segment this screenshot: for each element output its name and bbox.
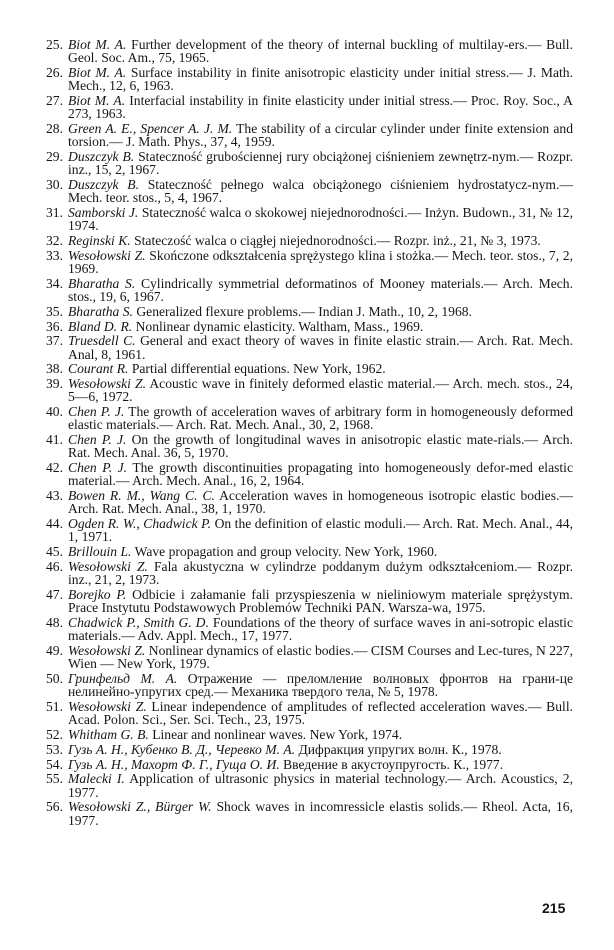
reference-number: 37. [46, 333, 63, 349]
reference-item [35, 249, 573, 275]
reference-number: 48. [46, 614, 63, 630]
reference-text: The stability of a circular cylinder under finite extension and torsion.— J. Math. Phys., 37, 4, 1959. [68, 121, 573, 150]
reference-authors: Borejko P. [68, 586, 127, 602]
reference-authors: Biot M. A. [68, 37, 127, 52]
reference-authors: Wesołowski Z. [68, 376, 146, 392]
reference-item [35, 545, 573, 558]
reference-number: 49. [46, 642, 63, 658]
reference-text: Foundations of the theory of surface waves in ani-sotropic elastic materials.— Adv. Appl. Mech., 17, 1977. [68, 614, 573, 644]
reference-text: Введение в акустоупругость. К., 1977. [279, 756, 504, 772]
reference-authors: Wesołowski Z. [68, 642, 146, 658]
reference-text: Acceleration waves in homogeneous isotropic elastic bodies.— Arch. Rat. Mech. Anal., 38, 1, 1970. [68, 488, 573, 517]
reference-text: Fala akustyczna w cylindrze poddanym dużym odkształceniom.— Rozpr. inz., 21, 2, 1973. [68, 558, 573, 588]
reference-item [35, 234, 573, 247]
reference-item [35, 66, 573, 92]
reference-text: Cylindrically symmetrial deformatinos of Mooney materials.— Arch. Mech. stos., 19, 6, 1967. [68, 275, 574, 304]
reference-authors: Brillouin L. [68, 544, 132, 560]
reference-number: 26. [46, 65, 63, 80]
reference-number: 45. [46, 544, 63, 560]
reference-text: On the definition of elastic moduli.— Arch. Rat. Mech. Anal., 44, 1, 1971. [68, 516, 573, 545]
reference-item [35, 377, 573, 403]
reference-authors: Bharatha S. [68, 303, 133, 319]
reference-number: 29. [46, 149, 63, 164]
reference-text: On the growth of longitudinal waves in anisotropic elastic mate-rials.— Arch. Rat. Mech. Anal. 36, 5, 1970. [68, 432, 573, 461]
reference-authors: Ogden R. W., Chadwick P. [68, 516, 212, 532]
reference-authors: Bharatha S. [68, 275, 136, 291]
reference-authors: Chen P. J. [68, 460, 128, 476]
reference-number: 43. [46, 488, 63, 504]
reference-item [35, 178, 573, 204]
reference-number: 51. [46, 698, 63, 714]
reference-item [35, 700, 573, 726]
page-number: 215 [542, 900, 566, 916]
reference-item [35, 150, 573, 176]
reference-number: 47. [46, 586, 63, 602]
reference-item [35, 433, 573, 459]
reference-number: 35. [46, 303, 63, 319]
reference-item [35, 588, 573, 614]
reference-item [35, 517, 573, 543]
reference-number: 56. [46, 799, 63, 815]
reference-item [35, 334, 573, 360]
reference-number: 34. [46, 275, 63, 291]
reference-text: Nonlinear dynamics of elastic bodies.— CISM Courses and Lec-tures, N 227, Wien — New York, 1979. [68, 642, 573, 672]
reference-text: Linear and nonlinear waves. New York, 1974. [148, 726, 403, 742]
reference-number: 32. [46, 233, 63, 248]
reference-item [35, 362, 573, 375]
reference-authors: Duszczyk B. [68, 177, 140, 192]
reference-item [35, 405, 573, 431]
reference-number: 30. [46, 177, 63, 192]
reference-authors: Duszczyk B. [68, 149, 135, 164]
reference-item [35, 743, 573, 756]
reference-authors: Whitham G. B. [68, 726, 149, 742]
reference-item [35, 800, 573, 826]
reference-authors: Truesdell C. [68, 333, 136, 349]
reference-item [35, 320, 573, 333]
reference-number: 55. [46, 771, 63, 787]
reference-number: 44. [46, 516, 63, 532]
reference-text: Nonlinear dynamic elasticity. Waltham, Mass., 1969. [132, 318, 424, 334]
reference-number: 53. [46, 741, 63, 757]
reference-authors: Reginski K. [68, 233, 131, 248]
reference-authors: Bowen R. M., Wang C. C. [68, 488, 215, 504]
reference-text: Wave propagation and group velocity. New York, 1960. [131, 544, 438, 560]
reference-number: 39. [46, 376, 63, 392]
reference-item [35, 672, 573, 698]
reference-item [35, 728, 573, 741]
reference-number: 28. [46, 121, 63, 136]
reference-authors: Malecki I. [68, 771, 125, 787]
reference-text: Stateczność walca o skokowej niejednorodności.— Inżyn. Budown., 31, № 12, 1974. [68, 205, 573, 234]
reference-authors: Bland D. R. [68, 318, 133, 334]
reference-list [35, 38, 573, 828]
reference-authors: Wesołowski Z., Bürger W. [68, 799, 212, 815]
reference-authors: Wesołowski Z. [68, 558, 148, 574]
reference-number: 25. [46, 37, 63, 52]
reference-authors: Biot M. A. [68, 93, 126, 108]
reference-text: Acoustic wave in finitely deformed elastic material.— Arch. mech. stos., 24, 5—6, 1972. [68, 376, 574, 405]
reference-number: 52. [46, 726, 63, 742]
reference-number: 54. [46, 756, 63, 772]
reference-item [35, 461, 573, 487]
reference-authors: Chadwick P., Smith G. D. [68, 614, 209, 630]
reference-text: Partial differential equations. New York, 1962. [128, 361, 386, 377]
reference-authors: Гузь А. Н., Махорт Ф. Г., Гуща О. И. [68, 756, 280, 772]
reference-text: Stateczność grubościennej rury obciążonej ciśnieniem zewnętrz-nym.— Rozpr. inz., 15, 2, 1967. [68, 149, 573, 178]
reference-number: 41. [46, 432, 63, 448]
reference-number: 46. [46, 558, 63, 574]
reference-authors: Wesołowski Z. [68, 698, 147, 714]
reference-item [35, 122, 573, 148]
reference-item [35, 560, 573, 586]
reference-item [35, 489, 573, 515]
reference-number: 40. [46, 404, 63, 420]
reference-text: Отражение — преломление волновых фронтов на грани-це нелинейно-упругих сред.— Механика твердого тела, № 5, 1978. [68, 670, 574, 700]
reference-item [35, 305, 573, 318]
reference-text: Odbicie i załamanie fali przyspieszenia w nieliniowym materiale sprężystym. Prace Instytutu Podstawowych Problemów Techniki PAN. Warsza-wa, 1975. [68, 586, 574, 616]
reference-authors: Wesołowski Z. [68, 247, 146, 263]
reference-number: 33. [46, 247, 63, 263]
reference-text: Stateczość walca o ciągłej niejednorodności.— Rozpr. inż., 21, № 3, 1973. [130, 233, 541, 248]
reference-text: Generalized flexure problems.— Indian J. Math., 10, 2, 1968. [132, 303, 472, 319]
reference-authors: Гузь А. Н., Кубенко В. Д., Черевко М. А. [68, 741, 296, 757]
reference-text: Application of ultrasonic physics in material technology.— Arch. Acoustics, 2, 1977. [68, 771, 573, 800]
reference-number: 42. [46, 460, 63, 476]
reference-authors: Chen P. J. [68, 404, 125, 420]
reference-authors: Green A. E., Spencer A. J. M. [68, 121, 233, 136]
reference-authors: Гринфельд М. А. [68, 670, 178, 686]
reference-authors: Samborski J. [68, 205, 139, 220]
reference-item [35, 206, 573, 232]
reference-item [35, 38, 573, 64]
reference-text: The growth of acceleration waves of arbitrary form in homogeneously deformed elastic materials.— Arch. Rat. Mech. Anal., 30, 2, 1968. [68, 404, 574, 433]
reference-text: Further development of the theory of internal buckling of multilay-ers.— Bull. Geol. Soc. Am., 75, 1965. [68, 37, 573, 66]
reference-number: 31. [46, 205, 63, 220]
reference-item [35, 616, 573, 642]
reference-text: Skończone odkształcenia sprężystego klina i stożka.— Mech. teor. stos., 7, 2, 1969. [68, 247, 573, 276]
reference-number: 50. [46, 670, 63, 686]
reference-text: Linear independence of amplitudes of reflected acceleration waves.— Bull. Acad. Polon. Sci., Ser. Sci. Tech., 23, 1975. [68, 698, 574, 728]
reference-item [35, 94, 573, 120]
reference-authors: Courant R. [68, 361, 129, 377]
reference-text: General and exact theory of waves in finite elastic strain.— Arch. Rat. Mech. Anal, 8, 1961. [68, 333, 573, 362]
reference-authors: Chen P. J. [68, 432, 127, 448]
reference-number: 27. [46, 93, 63, 108]
reference-authors: Biot M. A. [68, 65, 127, 80]
reference-text: Shock waves in incomressicle elastis solids.— Rheol. Acta, 16, 1977. [68, 799, 573, 828]
reference-number: 38. [46, 361, 63, 377]
reference-text: Surface instability in finite anisotropic elasticity under initial stress.— J. Math. Mech., 12, 6, 1963. [68, 65, 573, 94]
reference-text: Дифракция упругих волн. К., 1978. [295, 741, 502, 757]
reference-item [35, 277, 573, 303]
reference-text: The growth discontinuities propagating into homogeneously defor-med elastic material.— Arch. Mech. Anal., 16, 2, 1964. [68, 460, 573, 489]
reference-item [35, 758, 573, 771]
reference-text: Interfacial instability in finite elasticity under initial stress.— Proc. Roy. Soc., A 273, 1963. [68, 93, 573, 122]
reference-number: 36. [46, 318, 63, 334]
reference-item [35, 772, 573, 798]
reference-text: Stateczność pełnego walca obciążonego ciśnieniem hydrostatycz-nym.— Mech. teor. stos., 5, 4, 1967. [68, 177, 573, 206]
reference-item [35, 644, 573, 670]
